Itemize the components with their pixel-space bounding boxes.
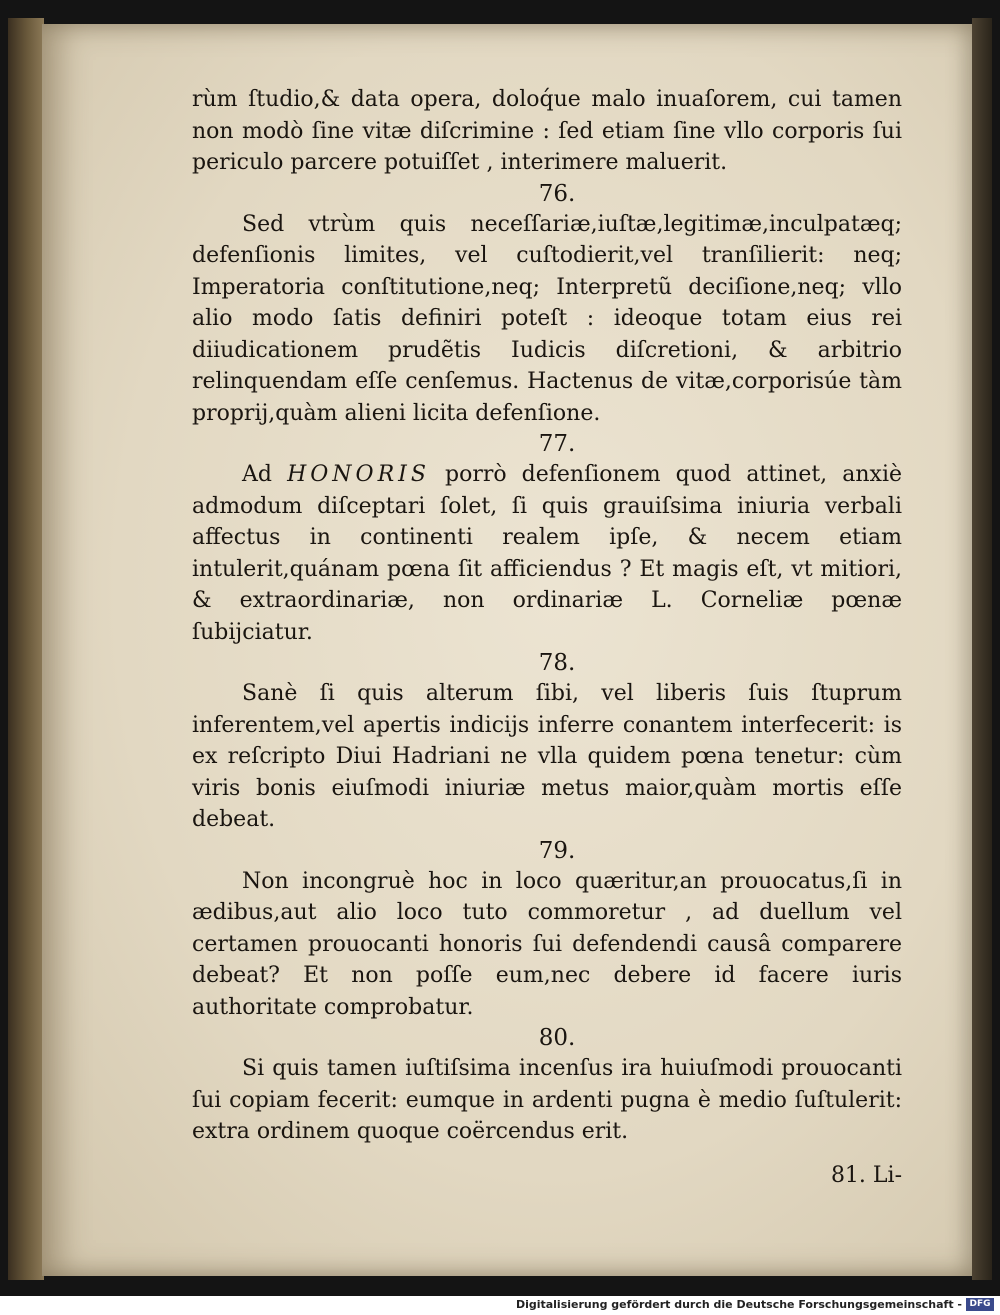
paragraph-77-prefix: Ad bbox=[242, 462, 288, 487]
dfg-logo: DFG bbox=[966, 1298, 994, 1311]
paragraph-79: Non incongruè hoc in loco quæritur,an prouocatus,ſi in ædibus,aut alio loco tuto commoretur , ad duellum vel certamen prouocanti honoris ſui defendendi causâ comparere debeat? Et non poſſe eum,nec debere id facere iuris authoritate comprobatur. bbox=[192, 868, 902, 1020]
section-number-78: 78. bbox=[538, 650, 576, 676]
book-page bbox=[42, 24, 972, 1276]
section-number-77: 77. bbox=[538, 431, 576, 457]
book-spine-edge bbox=[8, 18, 44, 1280]
catchword: 81. Li- bbox=[830, 1162, 902, 1188]
paragraph-80: Si quis tamen iuſtiſsima incenſus ira huiuſmodi prouocanti ſui copiam fecerit: eumque in ardenti pugna è medio ſuſtulerit: extra ordinem quoque coërcendus erit. bbox=[192, 1056, 902, 1144]
section-number-80: 80. bbox=[538, 1025, 576, 1051]
paragraph-77 bbox=[192, 459, 902, 648]
page-stack-edge bbox=[972, 18, 992, 1280]
section-number-79: 79. bbox=[538, 837, 576, 864]
paragraph-77-keyword: HONORIS bbox=[287, 462, 430, 487]
paragraph-77-body: porrò defenſionem quod attinet, anxiè admodum diſceptari ſolet, ſi quis grauiſsima iniuria verbali affectus in continenti realem ipſe, & necem etiam intulerit,quánam pœna ſit afficiendus ? Et magis eſt, vt mitiori, & extraordinariæ, non ordinariæ L. Corneliæ pœnæ ſubijciatur. bbox=[192, 462, 902, 645]
funding-credit: Digitalisierung gefördert durch die Deutsche Forschungsgemeinschaft - bbox=[515, 1298, 962, 1311]
section-number-76: 76. bbox=[538, 180, 576, 207]
page-text-block bbox=[192, 84, 902, 1191]
paragraph-76: Sed vtrùm quis neceſſariæ,iuſtæ,legitimæ,inculpatæq; defenſionis limites, vel cuſtodierit,vel tranſilierit: neq; Imperatoria conſtitutione,neq; Interpretũ deciſione,neq; vllo alio modo ſatis definiri poteſt : ideoque totam eius rei diiudicationem prudẽtis Iudicis diſcretioni, & arbitrio relinquendam eſſe cenſemus. Hactenus de vitæ,corporisúe tàm proprij,quàm alieni licita defenſione. bbox=[192, 211, 902, 426]
paragraph-78: Sanè ſi quis alterum ſibi, vel liberis ſuis ſtuprum inferentem,vel apertis indicijs inferre conantem interfecerit: is ex reſcripto Diui Hadriani ne vlla quidem pœna tenetur: cùm viris bonis eiuſmodi iniuriæ metus maior,quàm mortis eſſe debeat. bbox=[192, 681, 902, 832]
footer-bar bbox=[0, 1296, 1000, 1315]
paragraph-continuation: rùm ſtudio,& data opera, doloq́ue malo inuaſorem, cui tamen non modò ſine vitæ diſcrimine : ſed etiam ſine vllo corporis ſui periculo parcere potuiſſet , interimere maluerit. bbox=[192, 87, 902, 175]
